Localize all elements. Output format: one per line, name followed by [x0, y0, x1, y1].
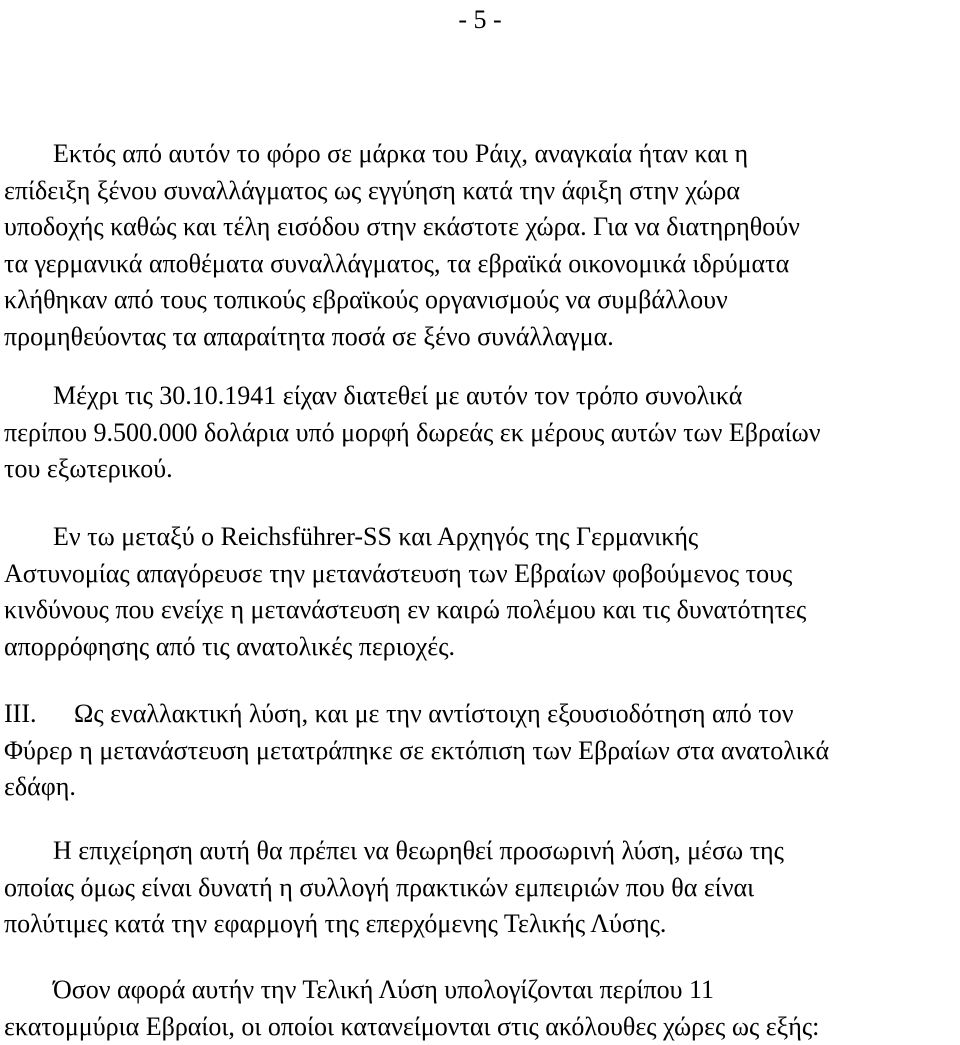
text-line: επίδειξη ξένου συναλλάγματος ως εγγύηση κατά την άφιξη στην χώρα — [4, 173, 960, 210]
text-line: Ως εναλλακτική λύση, και με την αντίστοιχη εξουσιοδότηση από τον — [74, 699, 793, 728]
paragraph-emigration-ban — [4, 519, 960, 665]
text-line: Μέχρι τις 30.10.1941 είχαν διατεθεί με αυτόν τον τρόπο συνολικά — [4, 378, 960, 415]
text-line: εκατομμύρια Εβραίοι, οι οποίοι κατανείμονται στις ακόλουθες χώρες ως εξής: — [4, 1009, 960, 1045]
paragraph-final-solution-estimate — [4, 972, 960, 1045]
paragraph-provisional-solution — [4, 833, 960, 943]
text-line: περίπου 9.500.000 δολάρια υπό μορφή δωρεάς εκ μέρους αυτών των Εβραίων — [4, 415, 960, 452]
text-line: προμηθεύοντας τα απαραίτητα ποσά σε ξένο συνάλλαγμα. — [4, 319, 960, 356]
paragraph-donations-total — [4, 378, 960, 488]
section-number: III. — [4, 696, 74, 733]
text-line: Εκτός από αυτόν το φόρο σε μάρκα του Ράιχ, αναγκαία ήταν και η — [4, 136, 960, 173]
page-number: - 5 - — [0, 2, 960, 38]
text-line: Εν τω μεταξύ ο Reichsführer-SS και Αρχηγός της Γερμανικής — [4, 519, 960, 556]
text-line: πολύτιμες κατά την εφαρμογή της επερχόμενης Τελικής Λύσης. — [4, 906, 960, 943]
text-line: Η επιχείρηση αυτή θα πρέπει να θεωρηθεί προσωρινή λύση, μέσω της — [4, 833, 960, 870]
text-line: υποδοχής καθώς και τέλη εισόδου στην εκάστοτε χώρα. Για να διατηρηθούν — [4, 209, 960, 246]
text-line: απορρόφησης από τις ανατολικές περιοχές. — [4, 629, 960, 666]
section-three — [4, 696, 960, 806]
text-line: τα γερμανικά αποθέματα συναλλάγματος, τα εβραϊκά οικονομικά ιδρύματα — [4, 246, 960, 283]
text-line: Αστυνομίας απαγόρευσε την μετανάστευση των Εβραίων φοβούμενος τους — [4, 556, 960, 593]
paragraph-emigration-fees — [4, 136, 960, 355]
section-first-line — [4, 696, 960, 733]
text-line: Φύρερ η μετανάστευση μετατράπηκε σε εκτόπιση των Εβραίων στα ανατολικά — [4, 733, 960, 770]
text-line: Όσον αφορά αυτήν την Τελική Λύση υπολογίζονται περίπου 11 — [4, 972, 960, 1009]
text-line: κινδύνους που ενείχε η μετανάστευση εν καιρώ πολέμου και τις δυνατότητες — [4, 592, 960, 629]
text-line: κλήθηκαν από τους τοπικούς εβραϊκούς οργανισμούς να συμβάλλουν — [4, 282, 960, 319]
text-line: εδάφη. — [4, 769, 960, 806]
text-line: οποίας όμως είναι δυνατή η συλλογή πρακτικών εμπειριών που θα είναι — [4, 870, 960, 907]
text-line: του εξωτερικού. — [4, 451, 960, 488]
